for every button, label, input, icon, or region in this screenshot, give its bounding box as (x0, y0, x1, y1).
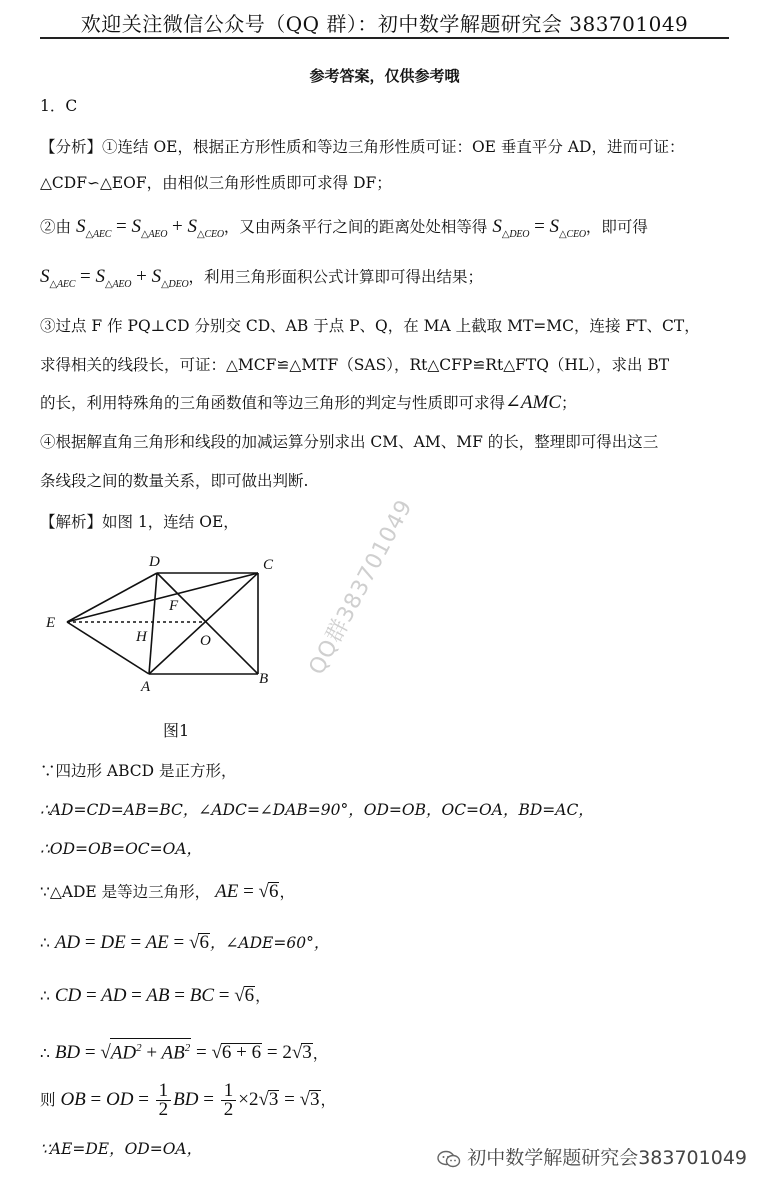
solution-text: ∵△ADE 是等边三角形， (40, 883, 211, 901)
analysis-text: ，利用三角形面积公式计算即可得出结果； (188, 268, 484, 286)
solution-step-4: ∵△ADE 是等边三角形， AE = √6， (40, 881, 295, 902)
analysis-text: ，即可得 (585, 218, 648, 236)
analysis-tag: 【分析】 (40, 138, 103, 156)
analysis-line-7 (40, 394, 577, 412)
label-d: D (149, 554, 160, 570)
area-formula: $S_{\triangle DEO} = S_{\triangle CEO}$ (492, 216, 586, 240)
label-a: A (141, 679, 151, 695)
area-formula: $S_{\triangle AEC} = S_{\triangle AEO} + S_{\triangle DEO}$ (40, 266, 189, 290)
solution-text: ∴ (40, 987, 50, 1005)
solution-step-2: ∴AD=CD=AB=BC，∠ADC=∠DAB=90°，OD=OB，OC=OA，BD=AC， (40, 801, 594, 819)
label-f: F (169, 598, 179, 614)
analysis-line-5: ③过点 F 作 PQ⊥CD 分别交 CD、AB 于点 P、Q，在 MA 上截取 MT=MC，连接 FT、CT， (40, 317, 700, 335)
page-title: 参考答案，仅供参考哦 (309, 67, 460, 85)
header-rule (40, 37, 729, 39)
analysis-line-1 (40, 138, 684, 156)
figure-caption: 图1 (163, 721, 190, 740)
solution-step-3: ∴OD=OB=OC=OA， (40, 840, 203, 858)
label-c: C (263, 557, 274, 573)
solution-step-9: ∵AE=DE，OD=OA， (40, 1140, 203, 1158)
geometry-figure (40, 550, 300, 745)
solution-tag: 【解析】 (40, 513, 103, 531)
solution-text: ，∠ADE=60°， (209, 934, 330, 952)
math-cd-ad-ab-bc: CD = AD = AB = BC = √6 (54, 985, 255, 1006)
solution-step-7: ∴ BD = $√AD^2 + AB^2 = √6 + 6 = 2√3$， (40, 1038, 328, 1062)
header-banner: 欢迎关注微信公众号（QQ 群）：初中数学解题研究会 383701049 (80, 12, 689, 36)
math-ob-od: OB = OD = $\frac{1}{2}$ BD = $\frac{1}{2}$ ×2√3 = √3 (60, 1080, 320, 1120)
segment-ad (149, 573, 157, 674)
analysis-line-9: 条线段之间的数量关系，即可做出判断. (40, 472, 309, 490)
solution-text: ∴ (40, 934, 50, 952)
wechat-icon (437, 1150, 461, 1168)
analysis-line-6: 求得相关的线段长，可证：△MCF≌△MTF（SAS），Rt△CFP≌Rt△FTQ（HL），求出 BT (40, 356, 670, 374)
solution-text: ∴ (40, 1044, 50, 1063)
solution-step-6: ∴ CD = AD = AB = BC = √6， (40, 985, 271, 1006)
answer-line: 1．C (40, 97, 78, 115)
solution-text: 则 (40, 1090, 56, 1109)
segment-ed (67, 573, 157, 622)
analysis-text: ①连结 OE，根据正方形性质和等边三角形性质可证：OE 垂直平分 AD，进而可证： (102, 138, 685, 156)
segment-ec (67, 573, 258, 622)
angle-amc: ∠AMC (505, 392, 562, 413)
solution-step-8: 则 OB = OD = $\frac{1}{2}$ BD = $\frac{1}{2}$ ×2√3 = √3， (40, 1080, 337, 1120)
footer-watermark (437, 1143, 747, 1170)
analysis-line-3 (40, 218, 648, 244)
analysis-line-4 (40, 268, 483, 294)
diagonal-db (157, 573, 258, 674)
label-b: B (259, 671, 269, 687)
label-o: O (200, 633, 211, 649)
solution-text: 如图 1，连结 OE， (102, 513, 239, 531)
analysis-text: ，又由两条平行之间的距离处处相等得 (223, 218, 488, 236)
diagonal-watermark: QQ群383701049 (304, 495, 418, 680)
math-ae: AE = √6 (215, 881, 279, 902)
analysis-text: 的长，利用特殊角的三角函数值和等边三角形的判定与性质即可求得 (40, 394, 506, 412)
label-e: E (46, 615, 56, 631)
area-formula: $S_{\triangle AEC} = S_{\triangle AEO} + S_{\triangle CEO}$ (75, 216, 224, 240)
solution-step-5 (40, 933, 329, 952)
diagonal-ac (149, 573, 258, 674)
math-ad-de-ae: AD = DE = AE = √6 (54, 932, 209, 953)
footer-watermark-text: 初中数学解题研究会383701049 (467, 1147, 747, 1169)
analysis-line-8: ④根据解直角三角形和线段的加减运算分别求出 CM、AM、MF 的长，整理即可得出这三 (40, 433, 659, 451)
label-h: H (136, 629, 147, 645)
analysis-line-2: △CDF∽△EOF，由相似三角形性质即可求得 DF； (40, 174, 392, 192)
solution-step-1: ∵四边形 ABCD 是正方形， (40, 762, 237, 780)
math-bd: BD = $√AD^2 + AB^2 = √6 + 6 = 2√3$ (55, 1042, 313, 1063)
analysis-text: ； (561, 394, 577, 412)
analysis-text: ②由 (40, 218, 72, 236)
solution-intro (40, 513, 239, 531)
